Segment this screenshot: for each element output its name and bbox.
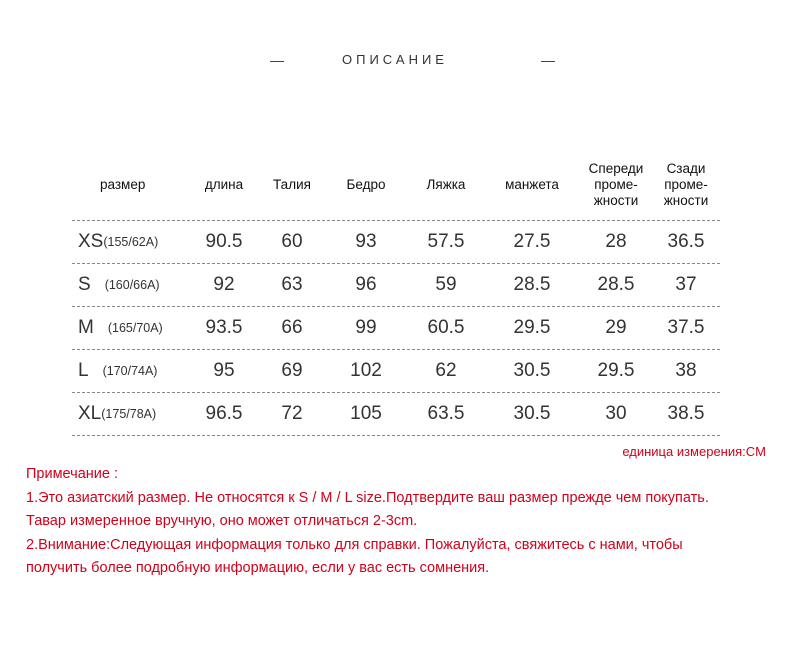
measurement-value: 63.5 — [427, 403, 465, 424]
measurement-value: 30 — [605, 403, 627, 424]
size-cell — [78, 221, 198, 263]
notes-title: Примечание : — [26, 466, 118, 482]
measurement-value: 30.5 — [513, 360, 551, 381]
measurement-value: 102 — [350, 360, 382, 381]
measurement-value: 29.5 — [597, 360, 635, 381]
header-waist — [262, 150, 322, 220]
measurement-value: 62 — [435, 360, 457, 381]
size-cell — [78, 393, 198, 435]
header-line: жности — [593, 193, 639, 208]
measurement-value: 28.5 — [513, 274, 551, 295]
table-row — [72, 263, 720, 306]
header-line: Бедро — [346, 177, 386, 192]
measurement-value: 29 — [605, 317, 627, 338]
table-row — [72, 220, 720, 263]
notes-block — [26, 463, 786, 581]
header-thigh — [412, 150, 480, 220]
measurement-value: 93 — [355, 231, 377, 252]
header-line: Спереди — [588, 161, 644, 176]
measurement-value: 95 — [213, 360, 235, 381]
size-code: (155/62A) — [103, 235, 159, 249]
measurement-value: 37.5 — [667, 317, 705, 338]
size-label: M — [78, 317, 94, 338]
note-line-1: 1.Это азиатский размер. Не относятся к S / M / L size.Подтвердите ваш размер прежде чем покупать. — [26, 489, 709, 506]
header-line: Талия — [273, 177, 311, 192]
header-cuff — [496, 150, 568, 220]
size-cell — [78, 350, 198, 392]
header-line: проме- — [664, 177, 708, 192]
measurement-value: 30.5 — [513, 403, 551, 424]
measurement-value: 36.5 — [667, 231, 705, 252]
section-heading: ОПИСАНИЕ — [342, 52, 448, 67]
size-table-body — [72, 220, 720, 436]
measurement-value: 29.5 — [513, 317, 551, 338]
measurement-value: 93.5 — [205, 317, 243, 338]
measurement-value: 28 — [605, 231, 627, 252]
measurement-value: 105 — [350, 403, 382, 424]
note-line-3: 2.Внимание:Следующая информация только для справки. Пожалуйста, свяжитесь с нами, чтобы — [26, 536, 683, 553]
measurement-value: 96.5 — [205, 403, 243, 424]
unit-label: единица измерения:CM — [622, 444, 766, 459]
size-cell — [78, 264, 198, 306]
measurement-value: 60 — [281, 231, 303, 252]
header-length — [194, 150, 254, 220]
table-row — [72, 392, 720, 436]
note-line-2: Тавар измеренное вручную, оно может отличаться 2-3cm. — [26, 513, 418, 529]
header-line: проме- — [594, 177, 638, 192]
measurement-value: 38.5 — [667, 403, 705, 424]
measurement-value: 60.5 — [427, 317, 465, 338]
size-code: (175/78A) — [101, 407, 157, 421]
measurement-value: 66 — [281, 317, 303, 338]
note-line-4: получить более подробную информацию, если у вас есть сомнения. — [26, 560, 490, 576]
measurement-value: 92 — [213, 274, 235, 295]
table-row — [72, 349, 720, 392]
measurement-value: 72 — [281, 403, 303, 424]
size-label: L — [78, 360, 89, 381]
size-code: (170/74A) — [102, 364, 158, 378]
size-code: (165/70A) — [107, 321, 163, 335]
size-code: (160/66A) — [104, 278, 160, 292]
size-table-header — [72, 150, 720, 220]
measurement-value: 96 — [355, 274, 377, 295]
measurement-value: 59 — [435, 274, 457, 295]
measurement-value: 38 — [675, 360, 697, 381]
size-cell — [78, 307, 198, 349]
measurement-value: 28.5 — [597, 274, 635, 295]
measurement-value: 99 — [355, 317, 377, 338]
measurement-value: 27.5 — [513, 231, 551, 252]
heading-dash-right — [541, 61, 555, 62]
measurement-value: 37 — [675, 274, 697, 295]
size-label: XS — [78, 231, 104, 252]
size-label: S — [78, 274, 91, 295]
header-line: жности — [663, 193, 709, 208]
header-line: Сзади — [666, 161, 706, 176]
header-line: манжета — [505, 177, 559, 192]
measurement-value: 57.5 — [427, 231, 465, 252]
header-line: размер — [100, 177, 146, 192]
header-line: длина — [204, 177, 244, 192]
size-label: XL — [78, 403, 102, 424]
header-front-rise — [578, 150, 654, 220]
header-hip — [334, 150, 398, 220]
measurement-value: 69 — [281, 360, 303, 381]
size-table — [72, 150, 720, 436]
header-back-rise — [652, 150, 720, 220]
measurement-value: 90.5 — [205, 231, 243, 252]
measurement-value: 63 — [281, 274, 303, 295]
table-row — [72, 306, 720, 349]
header-line: Ляжка — [426, 177, 466, 192]
header-size — [100, 150, 190, 220]
